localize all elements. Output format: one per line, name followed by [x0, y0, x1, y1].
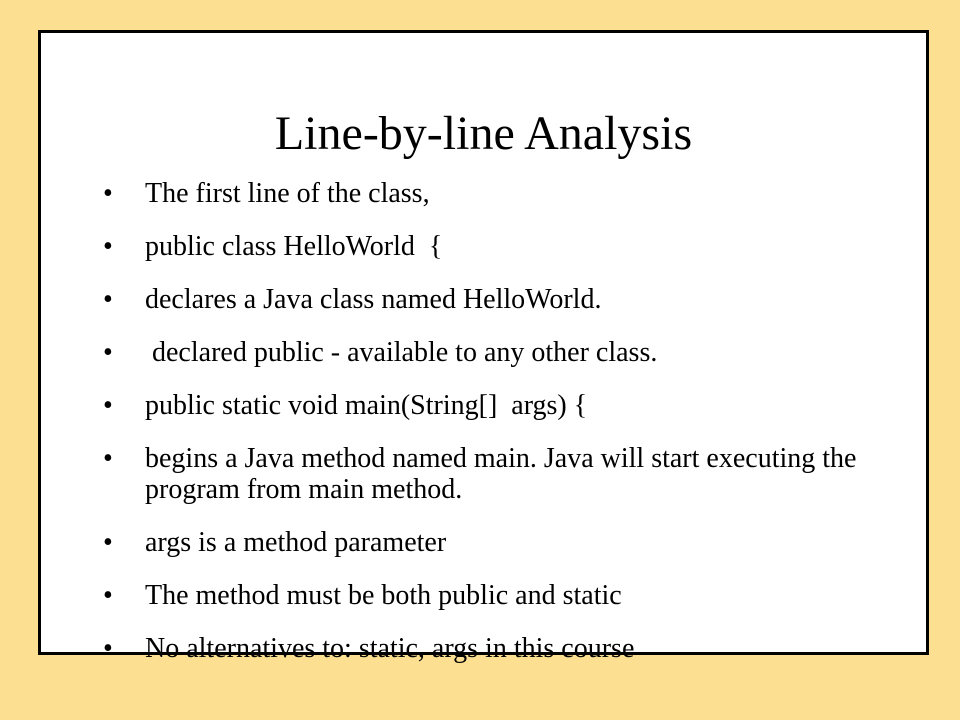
bullet-text: The method must be both public and static — [145, 580, 622, 611]
bullet-list — [103, 178, 903, 686]
bullet-text: begins a Java method named main. Java will start executing the program from main method. — [145, 443, 857, 505]
bullet-dot: • — [103, 337, 113, 368]
bullet-dot: • — [103, 580, 113, 611]
bullet-item — [103, 178, 903, 209]
bullet-text: The first line of the class, — [145, 178, 430, 209]
bullet-dot: • — [103, 284, 113, 315]
bullet-text: public class HelloWorld { — [145, 231, 443, 262]
slide-panel — [38, 30, 929, 664]
bullet-item — [103, 390, 903, 421]
bullet-text: declared public - available to any other class. — [145, 337, 658, 368]
bullet-text: declares a Java class named HelloWorld. — [145, 284, 602, 315]
bullet-dot: • — [103, 390, 113, 421]
bullet-text: No alternatives to: static, args in this course — [145, 633, 635, 664]
bullet-item — [103, 337, 903, 368]
bullet-item — [103, 231, 903, 262]
bullet-text: args is a method parameter — [145, 527, 447, 558]
bullet-dot: • — [103, 527, 113, 558]
bullet-dot: • — [103, 178, 113, 209]
bullet-item — [103, 443, 903, 505]
bullet-item — [103, 527, 903, 558]
bullet-item — [103, 633, 903, 664]
bullet-text: public static void main(String[] args) { — [145, 390, 588, 421]
bullet-item — [103, 580, 903, 611]
bullet-dot: • — [103, 231, 113, 262]
bullet-dot: • — [103, 633, 113, 664]
bullet-dot: • — [103, 443, 113, 474]
bullet-item — [103, 284, 903, 315]
slide-title: Line-by-line Analysis — [274, 107, 693, 160]
